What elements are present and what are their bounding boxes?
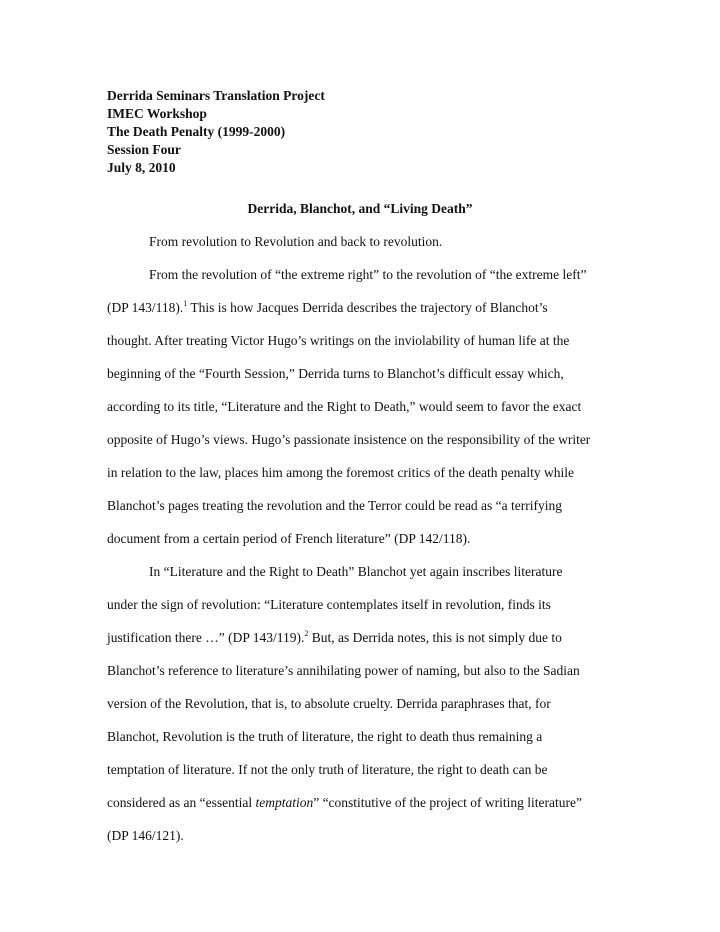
header-date: July 8, 2010 — [107, 160, 176, 175]
footnote-ref-1[interactable]: 1 — [183, 299, 188, 308]
paragraph-3-line: (DP 146/121). — [107, 828, 184, 843]
paragraph-3-line: Blanchot’s reference to literature’s annihilating power of naming, but also to the Sadian — [107, 663, 580, 678]
paragraph-3-line: In “Literature and the Right to Death” Blanchot yet again inscribes literature — [149, 564, 563, 579]
paragraph-2-line: From the revolution of “the extreme right” to the revolution of “the extreme left” — [149, 267, 587, 282]
text-run: considered as an “essential — [107, 795, 256, 810]
text-run: But, as Derrida notes, this is not simply due to — [308, 630, 562, 645]
header-project: Derrida Seminars Translation Project — [107, 88, 325, 103]
header-session: Session Four — [107, 142, 181, 157]
header-seminar: The Death Penalty (1999-2000) — [107, 124, 286, 139]
paragraph-1-line: From revolution to Revolution and back to revolution. — [149, 234, 443, 249]
paragraph-2-line: Blanchot’s pages treating the revolution and the Terror could be read as “a terrifying — [107, 498, 563, 513]
emphasis-temptation: temptation — [255, 795, 314, 810]
text-run: This is how Jacques Derrida describes the trajectory of Blanchot’s — [187, 300, 548, 315]
document-header — [107, 87, 325, 177]
paragraph-3-line — [107, 794, 582, 812]
paragraph-2-line — [107, 299, 548, 317]
text-run: ” “constitutive of the project of writing literature” — [313, 795, 582, 810]
document-title: Derrida, Blanchot, and “Living Death” — [247, 201, 473, 216]
paragraph-2-line: opposite of Hugo’s views. Hugo’s passionate insistence on the responsibility of the writer — [107, 432, 591, 447]
paragraph-3-line: temptation of literature. If not the only truth of literature, the right to death can be — [107, 762, 548, 777]
text-run: justification there …” (DP 143/119). — [107, 630, 305, 645]
paragraph-2-line: in relation to the law, places him among the foremost critics of the death penalty while — [107, 465, 574, 480]
paragraph-3-line: under the sign of revolution: “Literature contemplates itself in revolution, finds its — [107, 597, 551, 612]
paragraph-2-line: beginning of the “Fourth Session,” Derrida turns to Blanchot’s difficult essay which, — [107, 366, 564, 381]
footnote-ref-2[interactable]: 2 — [304, 629, 309, 638]
paragraph-3-line — [107, 629, 562, 647]
header-workshop: IMEC Workshop — [107, 106, 207, 121]
paragraph-2-line: thought. After treating Victor Hugo’s writings on the inviolability of human life at the — [107, 333, 570, 348]
paragraph-3-line: Blanchot, Revolution is the truth of literature, the right to death thus remaining a — [107, 729, 543, 744]
text-run: (DP 143/118). — [107, 300, 184, 315]
paragraph-3-line: version of the Revolution, that is, to absolute cruelty. Derrida paraphrases that, for — [107, 696, 551, 711]
paragraph-2-line: according to its title, “Literature and the Right to Death,” would seem to favor the exact — [107, 399, 582, 414]
paragraph-2-line: document from a certain period of French literature” (DP 142/118). — [107, 531, 471, 546]
